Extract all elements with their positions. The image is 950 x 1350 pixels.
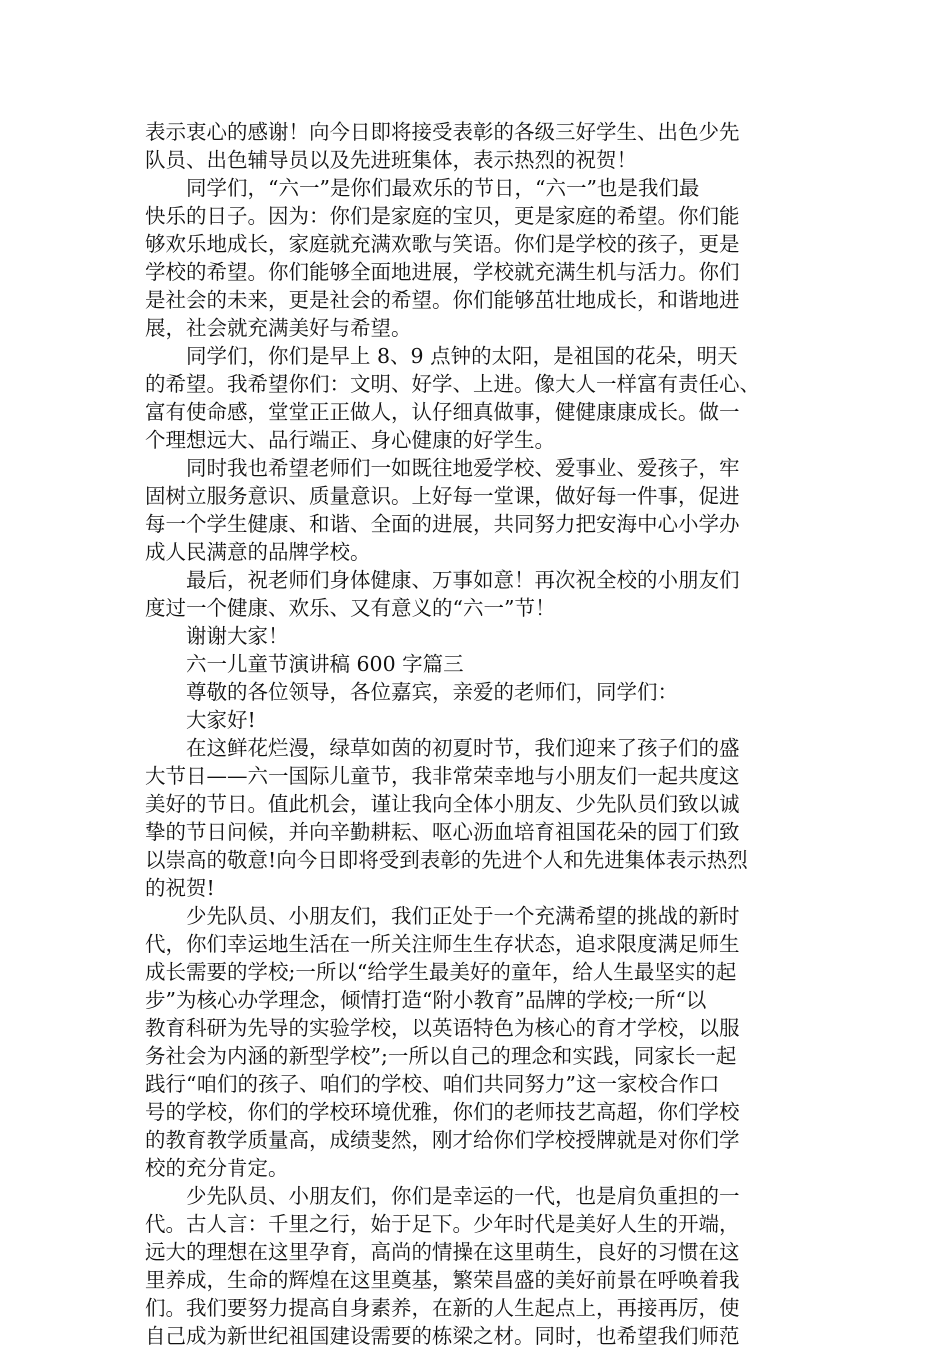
text-line: 大节日——六一国际儿童节，我非常荣幸地与小朋友们一起共度这 [145, 764, 740, 788]
text-line: 少先队员、小朋友们，我们正处于一个充满希望的挑战的新时 [145, 904, 740, 928]
document-body [145, 118, 815, 1350]
text-line: 固树立服务意识、质量意识。上好每一堂课，做好每一件事，促进 [145, 484, 740, 508]
text-line: 践行“咱们的孩子、咱们的学校、咱们共同努力”这一家校合作口 [145, 1072, 720, 1096]
text-line: 在这鲜花烂漫，绿草如茵的初夏时节，我们迎来了孩子们的盛 [145, 736, 740, 760]
text-line: 里养成，生命的辉煌在这里奠基，繁荣昌盛的美好前景在呼唤着我 [145, 1268, 740, 1292]
text-line: 号的学校，你们的学校环境优雅，你们的老师技艺高超，你们学校 [145, 1100, 740, 1124]
text-line: 同时我也希望老师们一如既往地爱学校、爱事业、爱孩子，牢 [145, 456, 740, 480]
text-line: 大家好! [145, 708, 256, 732]
text-line: 学校的希望。你们能够全面地进展，学校就充满生机与活力。你们 [145, 260, 740, 284]
text-line: 的教育教学质量高，成绩斐然，刚才给你们学校授牌就是对你们学 [145, 1128, 740, 1152]
text-line: 成长需要的学校;一所以“给学生最美好的童年，给人生最坚实的起 [145, 960, 737, 984]
text-line: 同学们，“六一”是你们最欢乐的节日，“六一”也是我们最 [145, 176, 700, 200]
text-line: 展，社会就充满美好与希望。 [145, 316, 412, 340]
text-line: 远大的理想在这里孕育，高尚的情操在这里萌生，良好的习惯在这 [145, 1240, 740, 1264]
text-line: 表示衷心的感谢！向今日即将接受表彰的各级三好学生、出色少先 [145, 120, 740, 144]
text-line: 快乐的日子。因为：你们是家庭的宝贝，更是家庭的希望。你们能 [145, 204, 740, 228]
text-line: 们。我们要努力提高自身素养，在新的人生起点上，再接再厉，使 [145, 1296, 740, 1320]
text-line: 的希望。我希望你们：文明、好学、上进。像大人一样富有责任心、 [145, 372, 760, 396]
text-line: 以崇高的敬意!向今日即将受到表彰的先进个人和先进集体表示热烈 [145, 848, 748, 872]
text-line: 每一个学生健康、和谐、全面的进展，共同努力把安海中心小学办 [145, 512, 740, 536]
text-line: 少先队员、小朋友们，你们是幸运的一代，也是肩负重担的一 [145, 1184, 740, 1208]
section-heading: 六一儿童节演讲稿 600 字篇三 [145, 652, 464, 676]
text-line: 最后，祝老师们身体健康、万事如意！再次祝全校的小朋友们 [145, 568, 740, 592]
text-line: 同学们，你们是早上 8、9 点钟的太阳，是祖国的花朵，明天 [145, 344, 738, 368]
text-line: 富有使命感，堂堂正正做人，认仔细真做事，健健康康成长。做一 [145, 400, 740, 424]
text-line: 够欢乐地成长，家庭就充满欢歌与笑语。你们是学校的孩子，更是 [145, 232, 740, 256]
text-line: 是社会的未来，更是社会的希望。你们能够茁壮地成长，和谐地进 [145, 288, 740, 312]
text-line: 代。古人言：千里之行，始于足下。少年时代是美好人生的开端， [145, 1212, 740, 1236]
text-line: 务社会为内涵的新型学校”;一所以自己的理念和实践，同家长一起 [145, 1044, 737, 1068]
text-line: 美好的节日。值此机会，谨让我向全体小朋友、少先队员们致以诚 [145, 792, 740, 816]
text-line: 挚的节日问候，并向辛勤耕耘、呕心沥血培育祖国花朵的园丁们致 [145, 820, 740, 844]
text-line: 步”为核心办学理念，倾情打造“附小教育”品牌的学校;一所“以 [145, 988, 707, 1012]
text-line: 代，你们幸运地生活在一所关注师生生存状态，追求限度满足师生 [145, 932, 740, 956]
text-line: 成人民满意的品牌学校。 [145, 540, 371, 564]
text-line: 的祝贺! [145, 876, 215, 900]
text-line: 谢谢大家！ [145, 624, 289, 648]
text-line: 个理想远大、品行端正、身心健康的好学生。 [145, 428, 555, 452]
text-line: 自己成为新世纪祖国建设需要的栋梁之材。同时，也希望我们师范 [145, 1324, 740, 1348]
text-line: 尊敬的各位领导，各位嘉宾，亲爱的老师们，同学们： [145, 680, 678, 704]
text-line: 度过一个健康、欢乐、又有意义的“六一”节！ [145, 596, 556, 620]
text-line: 校的充分肯定。 [145, 1156, 289, 1180]
text-line: 队员、出色辅导员以及先进班集体，表示热烈的祝贺！ [145, 148, 637, 172]
text-line: 教育科研为先导的实验学校，以英语特色为核心的育才学校，以服 [145, 1016, 740, 1040]
